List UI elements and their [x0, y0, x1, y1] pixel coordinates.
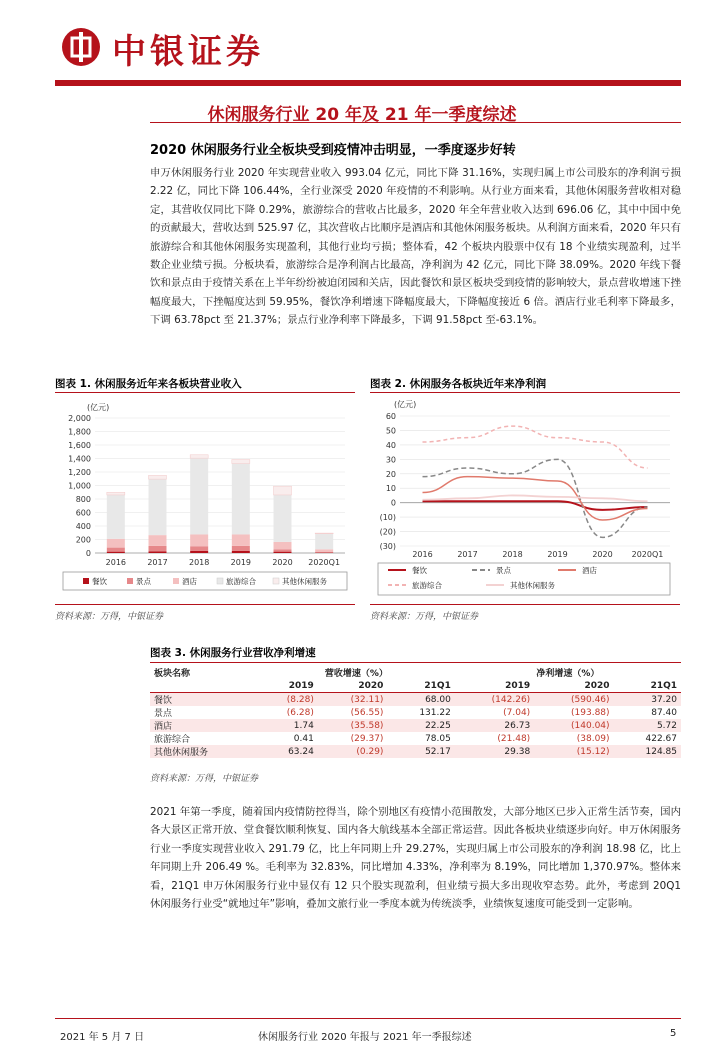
- table-cell: (56.55): [318, 706, 388, 719]
- chart1-y-tick: 1,800: [68, 428, 91, 437]
- table-row-label: 酒店: [150, 719, 258, 732]
- chart1-bar-segment: [274, 486, 292, 495]
- chart1-bar-segment: [149, 535, 167, 546]
- chart2-y-tick: 10: [386, 484, 396, 493]
- table-header-row: [150, 666, 681, 679]
- table-year-row: [150, 679, 681, 693]
- col-sector: 板块名称: [150, 666, 258, 679]
- chart1-bar-segment: [149, 546, 167, 551]
- chart2-legend-label: 酒店: [582, 565, 597, 575]
- chart1-bar-segment: [274, 552, 292, 553]
- chart1-legend-label: 酒店: [182, 576, 197, 586]
- chart1-bar-segment: [190, 455, 208, 458]
- table-year-header: 21Q1: [387, 679, 454, 693]
- table-year-header: 2019: [455, 679, 534, 693]
- chart1-bar-segment: [107, 495, 125, 539]
- chart1-x-tick: 2016: [106, 558, 126, 567]
- paragraph-2: 2021 年第一季度，随着国内疫情防控得当，除个别地区有疫情小范围散发，大部分地区已步入正常生活节奏，国内各大景区正常开放、堂食餐饮顺利恢复、国内各大航线基本全部正常运营。因此各板块业绩逐步向好。申万休闲服务行业一季度实现营业收入 291.79 亿，比上年同期上升 29.27%，实现归属上市公司股东的净利润 18.98 亿，比上年同期上升 206.49 %。毛利率为 32.83%，同比增加 4.33%，净利率为 8.19%，同比增加 1,370.97%。整体来看，21Q1 申万休闲服务行业中显仅有 12 只个股实现盈利，但业绩亏损大多出现收窄态势。此外，考虑到 20Q1 休闲服务行业受“就地过年”影响，叠加文旅行业一季度本就为传统淡季，业绩恢复速度可能受到一定影响。: [150, 803, 681, 913]
- chart1-legend-swatch: [273, 578, 279, 584]
- chart2-x-tick: 2020: [592, 550, 612, 559]
- chart1-bar-segment: [190, 551, 208, 553]
- table-cell: 78.05: [387, 732, 454, 745]
- chart2-y-tick: 0: [391, 499, 396, 508]
- figure2-source: 资料来源：万得，中银证券: [370, 609, 478, 622]
- table-cell: (6.28): [258, 706, 318, 719]
- chart2-series-line: [423, 426, 648, 468]
- table-row-label: 餐饮: [150, 693, 258, 707]
- footer-doc-title: 休闲服务行业 2020 年报与 2021 年一季报综述: [258, 1028, 472, 1043]
- chart1-x-tick: 2019: [231, 558, 251, 567]
- figure2-title: 图表 2. 休闲服务各板块近年来净利润: [370, 376, 546, 391]
- chart1-legend-swatch: [127, 578, 133, 584]
- chart1-unit-label: (亿元): [87, 402, 109, 412]
- table-cell: (29.37): [318, 732, 388, 745]
- chart1-legend-swatch: [83, 578, 89, 584]
- table-top-rule: [150, 662, 681, 663]
- table-row: [150, 745, 681, 758]
- table-cell: (38.09): [534, 732, 613, 745]
- chart1-y-tick: 800: [76, 495, 91, 504]
- chart2-x-tick: 2020Q1: [632, 550, 664, 559]
- chart1-bar-segment: [107, 548, 125, 552]
- table-cell: (7.04): [455, 706, 534, 719]
- chart1-legend-label: 其他休闲服务: [282, 576, 327, 586]
- chart1-y-tick: 1,200: [68, 468, 91, 477]
- brand-logo-icon: [62, 28, 100, 66]
- chart1-y-tick: 1,600: [68, 441, 91, 450]
- chart1-y-tick: 1,000: [68, 482, 91, 491]
- table-cell: 0.41: [258, 732, 318, 745]
- growth-table-wrap: [150, 666, 681, 758]
- figure2-chart: [370, 396, 680, 601]
- table-body: [150, 693, 681, 759]
- table-row: [150, 706, 681, 719]
- table-source: 资料来源：万得，中银证券: [150, 771, 258, 784]
- table-cell: (590.46): [534, 693, 613, 707]
- table-cell: (0.29): [318, 745, 388, 758]
- chart1-legend-swatch: [217, 578, 223, 584]
- table-cell: (8.28): [258, 693, 318, 707]
- table-title: 图表 3. 休闲服务行业营收净利增速: [150, 645, 316, 660]
- table-cell: 87.40: [614, 706, 681, 719]
- chart1-bar-segment: [315, 533, 333, 534]
- table-cell: 5.72: [614, 719, 681, 732]
- chart2-y-tick: (20): [380, 528, 396, 537]
- table-cell: 124.85: [614, 745, 681, 758]
- table-cell: (15.12): [534, 745, 613, 758]
- chart1-legend-swatch: [173, 578, 179, 584]
- table-row-label: 旅游综合: [150, 732, 258, 745]
- figure2-rule: [370, 392, 680, 393]
- chart2-y-tick: 50: [386, 426, 396, 435]
- table-year-header: 2020: [318, 679, 388, 693]
- chart2-x-tick: 2019: [547, 550, 567, 559]
- chart1-bar-segment: [149, 479, 167, 535]
- chart1-bar-segment: [149, 551, 167, 553]
- chart2-y-tick: (30): [380, 542, 396, 551]
- chart1-y-tick: 600: [76, 509, 91, 518]
- section-title: 休闲服务行业 20 年及 21 年一季度综述: [0, 100, 724, 125]
- table-cell: (142.26): [455, 693, 534, 707]
- figure1-source: 资料来源：万得，中银证券: [55, 609, 163, 622]
- chart1-bar-segment: [107, 539, 125, 548]
- table-cell: 131.22: [387, 706, 454, 719]
- chart1-bar-segment: [107, 492, 125, 495]
- table-cell: (21.48): [455, 732, 534, 745]
- chart1-bar-segment: [274, 542, 292, 549]
- table-cell: (35.58): [318, 719, 388, 732]
- chart1-x-tick: 2017: [147, 558, 167, 567]
- figure1-title: 图表 1. 休闲服务近年来各板块营业收入: [55, 376, 242, 391]
- chart1-bar-segment: [232, 546, 250, 551]
- chart2-y-tick: 30: [386, 455, 396, 464]
- chart1-x-tick: 2020Q1: [308, 558, 340, 567]
- chart1-bar-segment: [232, 551, 250, 553]
- chart2-y-tick: 40: [386, 441, 396, 450]
- chart2-legend-label: 旅游综合: [412, 580, 442, 590]
- table-cell: 37.20: [614, 693, 681, 707]
- table-row-label: 其他休闲服务: [150, 745, 258, 758]
- revenue-stacked-bar-chart: [55, 396, 355, 601]
- footer-date: 2021 年 5 月 7 日: [60, 1028, 144, 1043]
- chart1-legend-label: 景点: [136, 576, 151, 586]
- chart2-legend-label: 餐饮: [412, 565, 427, 575]
- table-row: [150, 693, 681, 707]
- growth-table: [150, 666, 681, 758]
- chart1-bar-segment: [232, 534, 250, 545]
- col-group-revenue: 营收增速（%）: [258, 666, 455, 679]
- profit-line-chart: [370, 396, 680, 601]
- chart1-legend-label: 旅游综合: [226, 576, 256, 586]
- chart1-bar-segment: [149, 475, 167, 479]
- table-row: [150, 732, 681, 745]
- figure2-source-rule: [370, 604, 680, 605]
- table-year-header: 2019: [258, 679, 318, 693]
- year-row-blank: [150, 679, 258, 693]
- brand-name: 中银证券: [112, 24, 264, 73]
- table-year-header: 21Q1: [614, 679, 681, 693]
- subtitle: 2020 休闲服务行业全板块受到疫情冲击明显，一季度逐步好转: [150, 139, 516, 158]
- table-cell: 22.25: [387, 719, 454, 732]
- chart1-y-tick: 400: [76, 522, 91, 531]
- chart1-bar-segment: [107, 552, 125, 553]
- chart2-legend-label: 其他休闲服务: [510, 580, 555, 590]
- figure1-chart: [55, 396, 355, 601]
- chart2-unit-label: (亿元): [394, 399, 416, 409]
- chart1-y-tick: 2,000: [68, 414, 91, 423]
- table-cell: (32.11): [318, 693, 388, 707]
- table-cell: 26.73: [455, 719, 534, 732]
- chart1-bar-segment: [190, 546, 208, 551]
- table-cell: (140.04): [534, 719, 613, 732]
- table-cell: 422.67: [614, 732, 681, 745]
- chart1-bar-segment: [274, 495, 292, 542]
- footer-rule: [55, 1018, 681, 1019]
- table-row: [150, 719, 681, 732]
- chart1-bar-segment: [190, 458, 208, 534]
- header-rule: [55, 80, 681, 86]
- chart1-y-tick: 1,400: [68, 455, 91, 464]
- chart1-bar-segment: [315, 534, 333, 550]
- chart1-legend-label: 餐饮: [92, 576, 107, 586]
- table-cell: 52.17: [387, 745, 454, 758]
- chart2-y-tick: 60: [386, 412, 396, 421]
- chart2-y-tick: (10): [380, 513, 396, 522]
- chart2-x-tick: 2016: [412, 550, 432, 559]
- table-row-label: 景点: [150, 706, 258, 719]
- chart1-x-tick: 2018: [189, 558, 209, 567]
- chart2-x-tick: 2017: [457, 550, 477, 559]
- chart2-x-tick: 2018: [502, 550, 522, 559]
- figure1-rule: [55, 392, 355, 393]
- chart1-bar-segment: [190, 534, 208, 546]
- table-cell: 63.24: [258, 745, 318, 758]
- chart2-y-tick: 20: [386, 470, 396, 479]
- col-group-profit: 净利增速（%）: [455, 666, 681, 679]
- table-cell: 29.38: [455, 745, 534, 758]
- chart1-bar-segment: [232, 464, 250, 535]
- table-cell: 68.00: [387, 693, 454, 707]
- chart1-bar-segment: [315, 552, 333, 553]
- chart2-legend-label: 景点: [496, 565, 511, 575]
- chart1-bar-segment: [274, 549, 292, 551]
- chart1-bar-segment: [315, 549, 333, 552]
- chart1-bar-segment: [232, 460, 250, 464]
- chart1-y-tick: 0: [86, 549, 91, 558]
- chart1-x-tick: 2020: [272, 558, 292, 567]
- table-cell: (193.88): [534, 706, 613, 719]
- title-rule: [150, 122, 681, 123]
- table-cell: 1.74: [258, 719, 318, 732]
- figure1-source-rule: [55, 604, 355, 605]
- table-year-header: 2020: [534, 679, 613, 693]
- chart1-y-tick: 200: [76, 536, 91, 545]
- footer-page-number: 5: [670, 1028, 676, 1039]
- paragraph-1: 申万休闲服务行业 2020 年实现营业收入 993.04 亿元，同比下降 31.16%，实现归属上市公司股东的净利润亏损 2.22 亿，同比下降 106.44%，全行业深受 2020 年疫情的不利影响。从行业方面来看，其他休闲服务营收相对稳定，其营收仅同比下降 0.29%，旅游综合的营收占比最多，2020 年全年营业收入达到 696.06 亿，其中中国中免的贡献最大，营收达到 525.97 亿，其次营收占比顺序是酒店和其他休闲服务板块。从利润方面来看，2020 年只有旅游综合和其他休闲服务实现盈利，其他行业均亏损；整体看，42 个板块内股票中仅有 18 个业绩实现盈利，过半数企业业绩亏损。分板块看，旅游综合是净利润占比最高，净利润为 42 亿元，同比下降 38.09%。2020 年线下餐饮和景点由于疫情关系在上半年纷纷被迫闭园和关店，因此餐饮和景区板块受到疫情的影响较大，景点营收增速下挫幅度最大，下挫幅度达到 59.95%，餐饮净利增速下降幅度最大，下降幅度接近 6 倍。酒店行业毛利率下降最多，下调 63.78pct 至 21.37%；景点行业净利率下降最多，下调 91.58pct 至-63.1%。: [150, 164, 681, 330]
